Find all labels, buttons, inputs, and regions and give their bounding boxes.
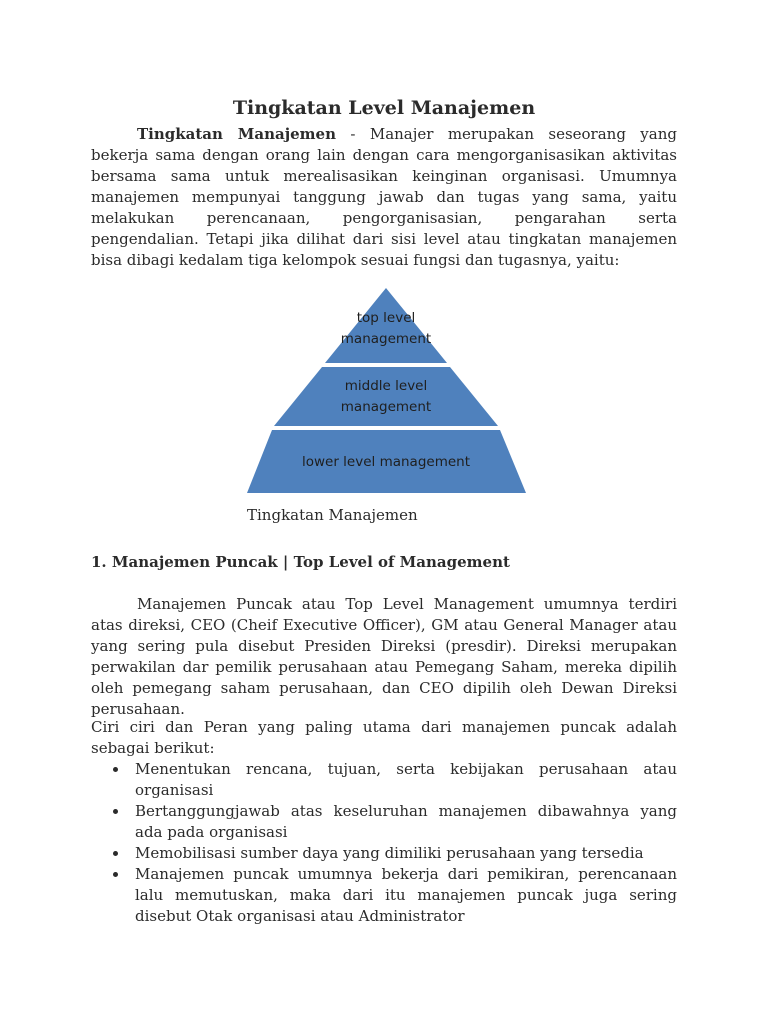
figure-caption: Tingkatan Manajemen [247,506,418,524]
intro-text: - Manajer merupakan seseorang yang bekerja sama dengan orang lain dengan cara mengorganisasikan aktivitas bersama sama untuk merealisasikan keinginan organisasi. Umumnya manajemen mempunyai tanggung jawab dan tugas yang sama, yaitu melakukan perencanaan, pengorganisasian, pengarahan serta pengendalian. Tetapi jika dilihat dari sisi level atau tingkatan manajemen bisa dibagi kedalam tiga kelompok sesuai fungsi dan tugasnya, yaitu: [91,125,677,269]
pyramid-top-label-line2: management [340,331,432,347]
bullet-icon [113,767,118,772]
section-heading: 1. Manajemen Puncak | Top Level of Management [91,553,510,571]
pyramid-bottom-label: lower level management [301,454,471,470]
list-item-text: Bertanggungjawab atas keseluruhan manajemen dibawahnya yang ada pada organisasi [135,802,677,841]
pyramid-middle-tier [274,367,498,426]
list-item [91,843,677,864]
management-pyramid-diagram [247,288,527,494]
pyramid-top-label-line1: top level [356,310,416,326]
section-paragraph: Manajemen Puncak atau Top Level Management umumnya terdiri atas direksi, CEO (Cheif Executive Officer), GM atau General Manager atau yang sering pula disebut Presiden Direksi (presdir). Direksi merupakan perwakilan dar pemilik perusahaan atau Pemegang Saham, mereka dipilih oleh pemegang saham perusahaan, dan CEO dipilih oleh Dewan Direksi perusahaan. [91,595,677,718]
document-title: Tingkatan Level Manajemen [232,97,536,119]
bullet-list [91,759,677,927]
bullet-icon [113,809,118,814]
list-item-text: Menentukan rencana, tujuan, serta kebijakan perusahaan atau organisasi [135,760,677,799]
list-item-text: Memobilisasi sumber daya yang dimiliki perusahaan yang tersedia [135,844,644,862]
bullet-icon [113,872,118,877]
list-item [91,759,677,801]
list-item [91,801,677,843]
list-item [91,864,677,927]
intro-paragraph [91,124,677,271]
pyramid-middle-label-line1: middle level [344,378,428,394]
list-intro-paragraph: Ciri ciri dan Peran yang paling utama dari manajemen puncak adalah sebagai berikut: [91,718,677,757]
pyramid-middle-label-line2: management [340,399,432,415]
bullet-icon [113,851,118,856]
list-item-text: Manajemen puncak umumnya bekerja dari pemikiran, perencanaan lalu memutuskan, maka dari itu manajemen puncak juga sering disebut Otak organisasi atau Administrator [135,865,677,925]
intro-bold-term: Tingkatan Manajemen [137,125,336,143]
